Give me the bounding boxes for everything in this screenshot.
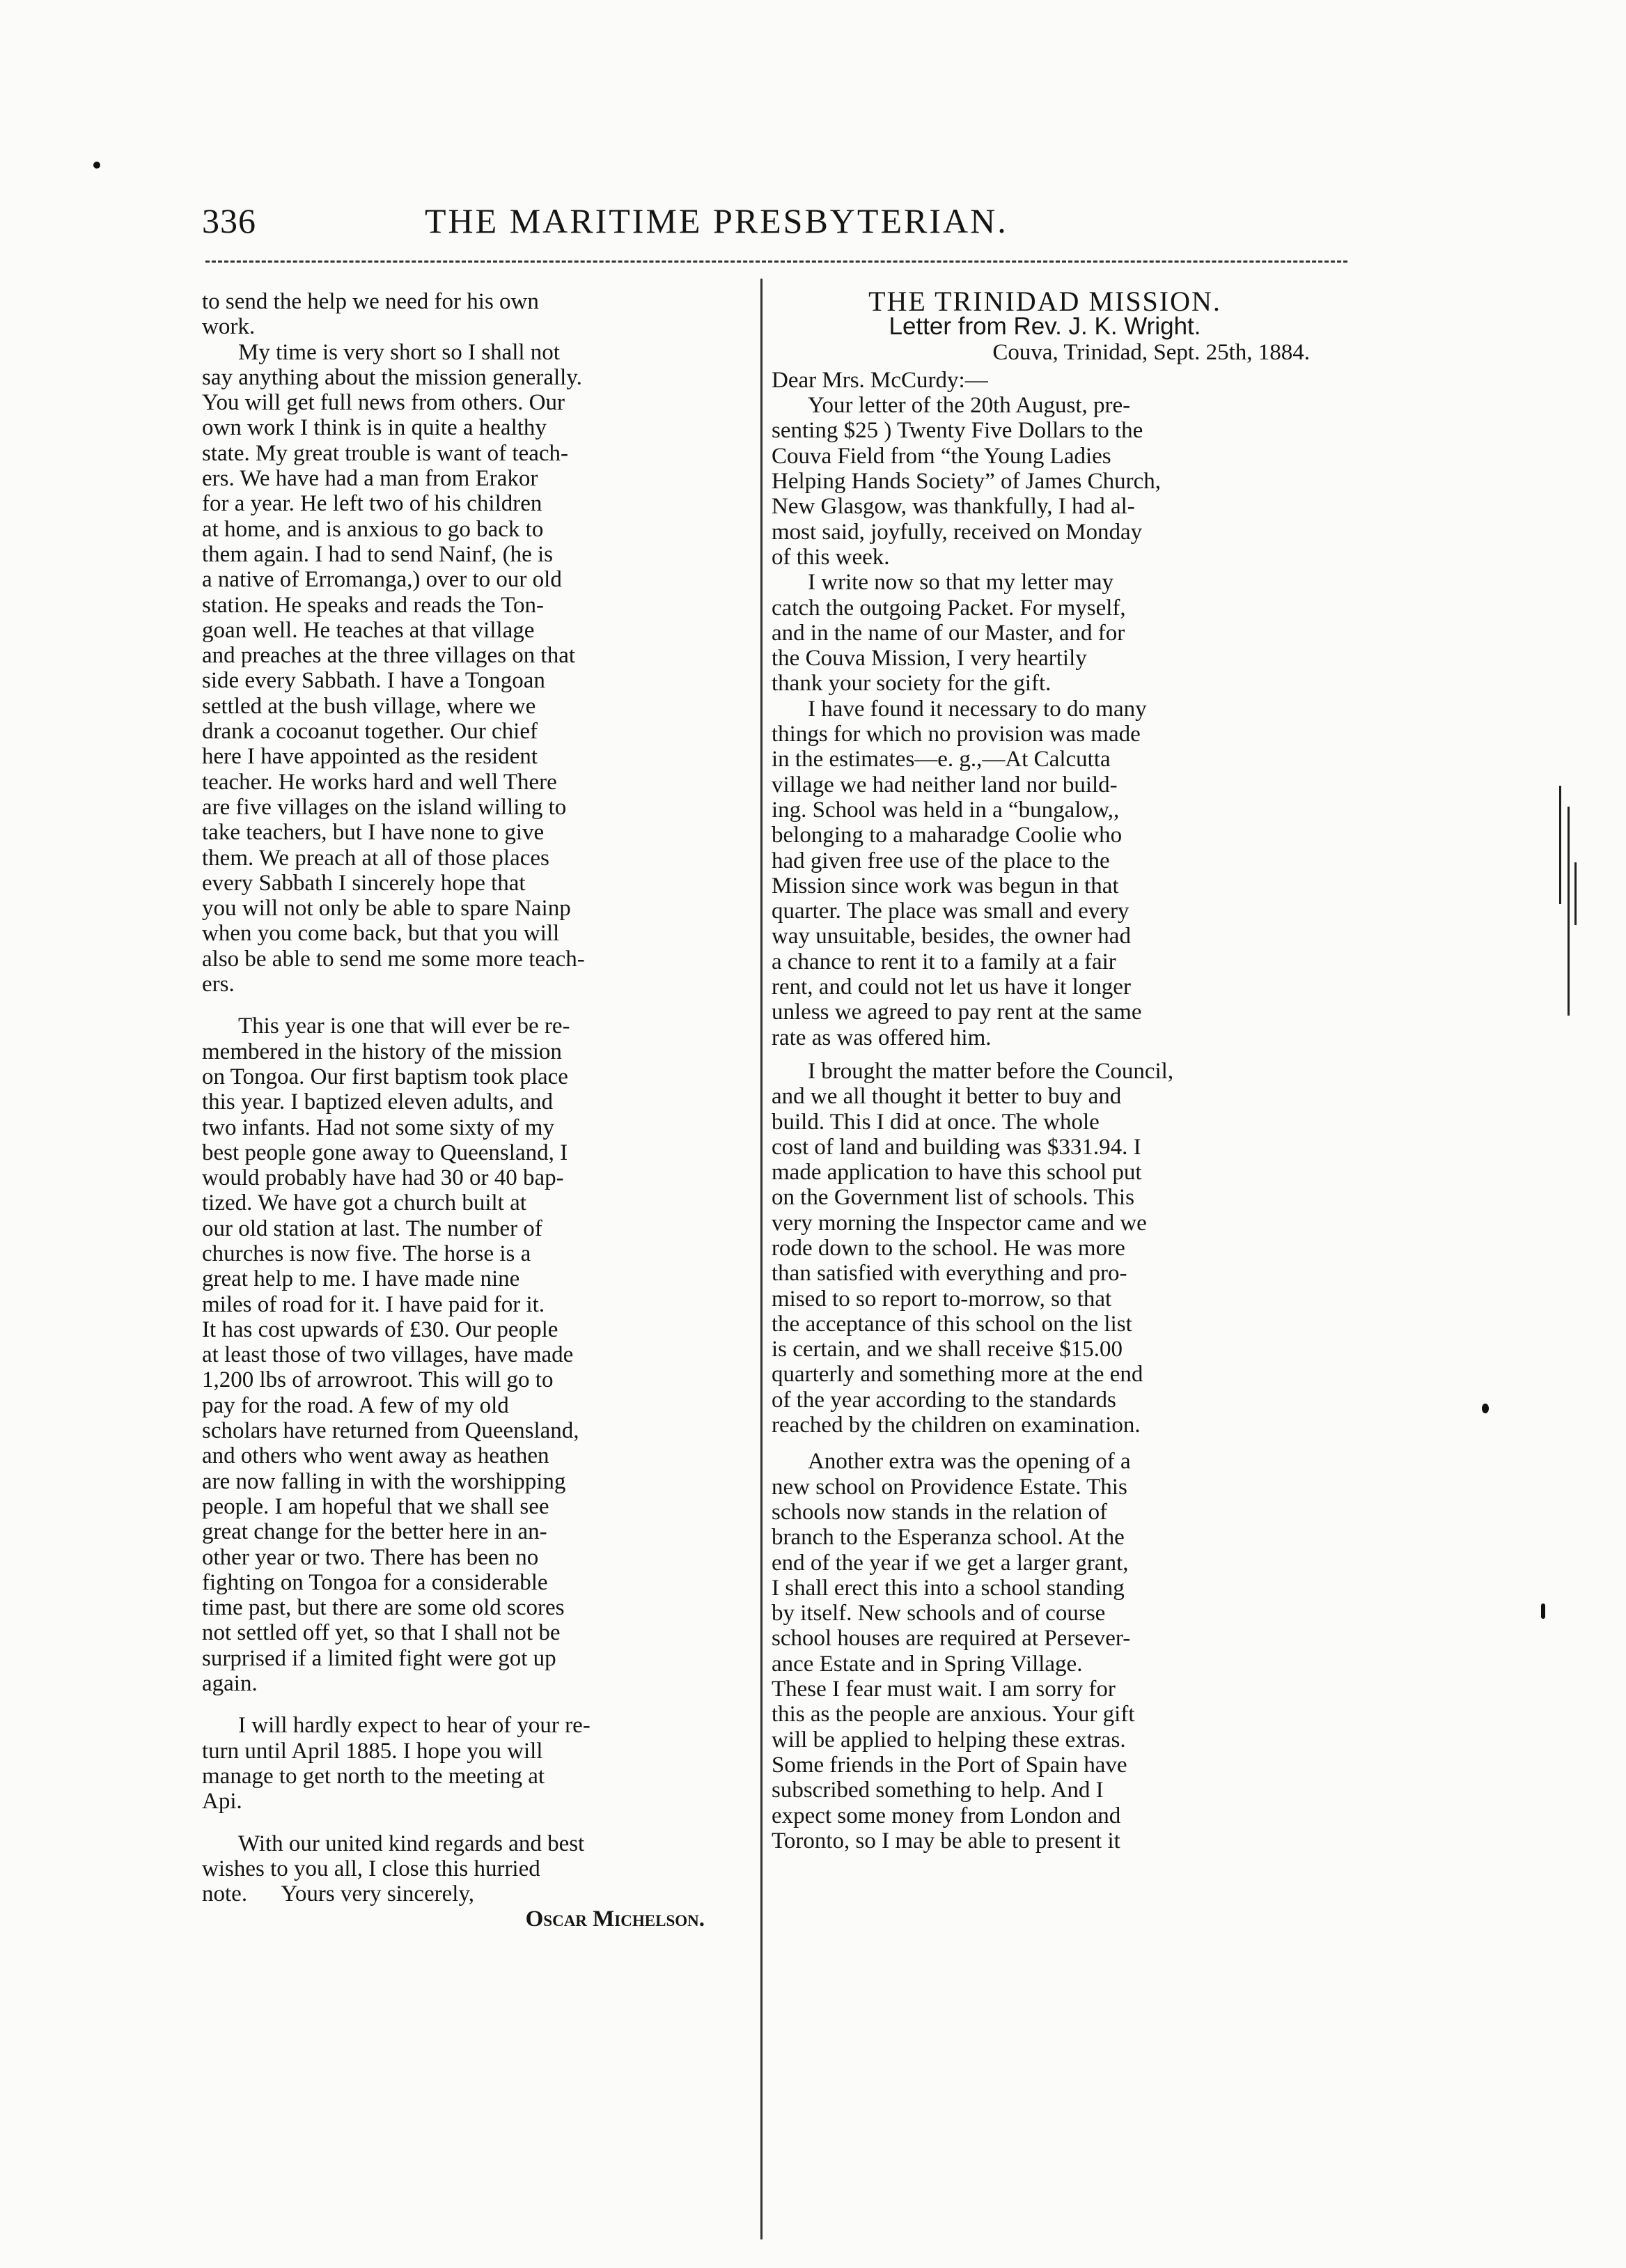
margin-speck xyxy=(1482,1404,1489,1413)
text-line: a chance to rent it to a family at a fair xyxy=(772,949,1116,974)
page-header xyxy=(202,196,1351,252)
text-line: also be able to send me some more teach- xyxy=(202,946,585,972)
margin-binding-marks xyxy=(1556,786,1584,1016)
paragraph xyxy=(202,1831,745,1907)
text-line: great change for the better here in an- xyxy=(202,1519,547,1545)
text-line: ers. xyxy=(202,972,235,997)
text-line: mised to so report to-morrow, so that xyxy=(772,1286,1112,1312)
text-line: this year. I baptized eleven adults, and xyxy=(202,1089,553,1115)
salutation: Dear Mrs. McCurdy:— xyxy=(772,367,988,393)
text-line: branch to the Esperanza school. At the xyxy=(772,1525,1125,1551)
text-line: them again. I had to send Nainf, (he is xyxy=(202,541,554,567)
place-date: Couva, Trinidad, Sept. 25th, 1884. xyxy=(992,339,1310,365)
text-line: ers. We have had a man from Erakor xyxy=(202,466,538,492)
text-line: way unsuitable, besides, the owner had xyxy=(772,924,1131,949)
text-line: scholars have returned from Queensland, xyxy=(202,1418,579,1444)
text-line: on Tongoa. Our first baptism took place xyxy=(202,1064,568,1089)
paragraph xyxy=(202,1713,745,1814)
text-line: would probably have had 30 or 40 bap- xyxy=(202,1165,564,1191)
text-line: Api. xyxy=(202,1789,242,1815)
text-line: It has cost upwards of £30. Our people xyxy=(202,1316,558,1342)
text-line: and preaches at the three villages on that xyxy=(202,643,576,669)
text-line: expect some money from London and xyxy=(772,1803,1121,1828)
paragraph xyxy=(202,1013,745,1696)
text-line: quarter. The place was small and every xyxy=(772,899,1129,924)
text-line: I will hardly expect to hear of your re- xyxy=(238,1713,591,1739)
letter-title: Letter from Rev. J. K. Wright. xyxy=(889,313,1201,341)
text-line: pay for the road. A few of my old xyxy=(202,1392,509,1418)
text-line: note. Yours very sincerely, xyxy=(202,1881,475,1907)
text-line: I have found it necessary to do many xyxy=(808,696,1147,722)
text-line: cost of land and building was $331.94. I xyxy=(772,1134,1141,1160)
text-line: to send the help we need for his own xyxy=(202,289,539,314)
text-line: by itself. New schools and of course xyxy=(772,1601,1106,1626)
section-title: THE TRINIDAD MISSION. xyxy=(868,286,1221,317)
journal-title: THE MARITIME PRESBYTERIAN. xyxy=(425,201,1008,240)
text-line: at home, and is anxious to go back to xyxy=(202,516,544,542)
text-line: I write now so that my letter may xyxy=(808,570,1113,596)
text-line: I brought the matter before the Council, xyxy=(808,1058,1174,1084)
text-line: our old station at last. The number of xyxy=(202,1215,542,1241)
text-line: I shall erect this into a school standing xyxy=(772,1575,1125,1601)
text-line: own work I think is in quite a healthy xyxy=(202,415,547,441)
text-line: rate as was offered him. xyxy=(772,1025,992,1050)
text-line: new school on Providence Estate. This xyxy=(772,1474,1127,1500)
text-line: for a year. He left two of his children xyxy=(202,491,542,517)
text-line: teacher. He works hard and well There xyxy=(202,769,557,795)
text-line: surprised if a limited fight were got up xyxy=(202,1645,556,1671)
header-rule xyxy=(205,261,1347,263)
margin-speck xyxy=(1541,1603,1545,1619)
text-line: and others who went away as heathen xyxy=(202,1443,549,1469)
text-line: manage to get north to the meeting at xyxy=(202,1763,545,1789)
text-line: Mission since work was begun in that xyxy=(772,873,1119,899)
text-line: and we all thought it better to buy and xyxy=(772,1084,1122,1110)
text-line: you will not only be able to spare Nainp xyxy=(202,896,571,922)
text-line: These I fear must wait. I am sorry for xyxy=(772,1677,1116,1702)
text-line: are five villages on the island willing to xyxy=(202,794,567,820)
text-line: turn until April 1885. I hope you will xyxy=(202,1738,543,1764)
text-line: a native of Erromanga,) over to our old xyxy=(202,567,562,593)
text-line: say anything about the mission generally. xyxy=(202,364,582,390)
text-line: of this week. xyxy=(772,544,890,570)
signature: Oscar Michelson. xyxy=(525,1906,705,1932)
text-line: Helping Hands Society” of James Church, xyxy=(772,469,1162,495)
paragraph xyxy=(772,1059,1318,1438)
text-line: in the estimates—e. g.,—At Calcutta xyxy=(772,747,1111,772)
text-line: very morning the Inspector came and we xyxy=(772,1210,1147,1236)
text-line: on the Government list of schools. This xyxy=(772,1185,1134,1211)
text-line: when you come back, but that you will xyxy=(202,921,560,947)
text-line: made application to have this school put xyxy=(772,1160,1142,1186)
text-line: people. I am hopeful that we shall see xyxy=(202,1493,549,1519)
text-line: of the year according to the standards xyxy=(772,1387,1116,1413)
text-line: ance Estate and in Spring Village. xyxy=(772,1651,1083,1677)
text-line: miles of road for it. I have paid for it. xyxy=(202,1291,545,1317)
text-line: not settled off yet, so that I shall not be xyxy=(202,1620,561,1646)
text-line: every Sabbath I sincerely hope that xyxy=(202,870,526,896)
text-line: This year is one that will ever be re- xyxy=(238,1013,570,1039)
text-line: fighting on Tongoa for a considerable xyxy=(202,1569,548,1595)
text-line: goan well. He teaches at that village xyxy=(202,617,535,643)
paragraph xyxy=(202,340,745,997)
text-line: most said, joyfully, received on Monday xyxy=(772,519,1143,545)
right-column xyxy=(772,286,1318,1854)
text-line: time past, but there are some old scores xyxy=(202,1595,565,1621)
text-line: Another extra was the opening of a xyxy=(808,1449,1131,1475)
text-line: reached by the children on examination. xyxy=(772,1413,1141,1438)
text-line: best people gone away to Queensland, I xyxy=(202,1140,568,1165)
paragraph xyxy=(772,697,1318,1050)
text-line: churches is now five. The horse is a xyxy=(202,1241,531,1266)
text-line: is certain, and we shall receive $15.00 xyxy=(772,1337,1123,1362)
text-line: tized. We have got a church built at xyxy=(202,1190,526,1216)
text-line: and in the name of our Master, and for xyxy=(772,620,1125,646)
text-line: take teachers, but I have none to give xyxy=(202,820,545,846)
text-line: belonging to a maharadge Coolie who xyxy=(772,823,1123,848)
text-line: Your letter of the 20th August, pre- xyxy=(808,393,1131,419)
page-number: 336 xyxy=(202,201,256,240)
text-line: the acceptance of this school on the list xyxy=(772,1311,1132,1337)
text-line: drank a cocoanut together. Our chief xyxy=(202,719,538,745)
text-line: than satisfied with everything and pro- xyxy=(772,1261,1127,1287)
text-line: senting $25 ) Twenty Five Dollars to the xyxy=(772,418,1143,444)
text-line: had given free use of the place to the xyxy=(772,848,1110,873)
text-line: catch the outgoing Packet. For myself, xyxy=(772,595,1126,621)
text-line: You will get full news from others. Our xyxy=(202,390,565,416)
text-line: end of the year if we get a larger grant, xyxy=(772,1550,1129,1576)
text-line: thank your society for the gift. xyxy=(772,671,1052,697)
text-line: great help to me. I have made nine xyxy=(202,1266,520,1292)
text-line: this as the people are anxious. Your gift xyxy=(772,1702,1135,1727)
text-line: build. This I did at once. The whole xyxy=(772,1109,1100,1135)
text-line: Some friends in the Port of Spain have xyxy=(772,1752,1127,1778)
text-line: settled at the bush village, where we xyxy=(202,693,536,719)
text-line: schools now stands in the relation of xyxy=(772,1499,1108,1525)
text-line: 1,200 lbs of arrowroot. This will go to xyxy=(202,1367,554,1393)
text-line: rode down to the school. He was more xyxy=(772,1235,1125,1261)
text-line: village we had neither land nor build- xyxy=(772,772,1118,798)
text-line: work. xyxy=(202,314,256,340)
text-line: at least those of two villages, have made xyxy=(202,1342,574,1368)
text-line: side every Sabbath. I have a Tongoan xyxy=(202,668,545,694)
paragraph xyxy=(202,289,745,340)
paragraph xyxy=(772,570,1318,696)
text-line: state. My great trouble is want of teach- xyxy=(202,440,568,466)
text-line: station. He speaks and reads the Ton- xyxy=(202,592,545,618)
margin-speck xyxy=(93,162,100,169)
text-line: other year or two. There has been no xyxy=(202,1544,539,1570)
paragraph xyxy=(772,393,1318,570)
text-line: New Glasgow, was thankfully, I had al- xyxy=(772,494,1135,520)
text-line: My time is very short so I shall not xyxy=(238,339,560,365)
text-line: subscribed something to help. And I xyxy=(772,1778,1104,1803)
text-line: unless we agreed to pay rent at the same xyxy=(772,1000,1142,1025)
text-line: membered in the history of the mission xyxy=(202,1039,562,1064)
text-line: them. We preach at all of those places xyxy=(202,845,549,871)
text-line: school houses are required at Persever- xyxy=(772,1626,1131,1652)
text-line: With our united kind regards and best xyxy=(238,1831,585,1856)
text-line: are now falling in with the worshipping xyxy=(202,1468,566,1494)
text-line: things for which no provision was made xyxy=(772,722,1141,747)
text-line: two infants. Had not some sixty of my xyxy=(202,1114,554,1140)
left-column xyxy=(202,289,745,1932)
text-line: the Couva Mission, I very heartily xyxy=(772,646,1087,671)
text-line: Toronto, so I may be able to present it xyxy=(772,1828,1120,1854)
text-line: again. xyxy=(202,1671,258,1697)
text-line: here I have appointed as the resident xyxy=(202,744,538,770)
paragraph xyxy=(772,1449,1318,1854)
text-line: ing. School was held in a “bungalow,, xyxy=(772,797,1120,823)
text-line: Couva Field from “the Young Ladies xyxy=(772,443,1111,469)
column-divider xyxy=(760,279,763,2239)
text-line: wishes to you all, I close this hurried xyxy=(202,1856,540,1881)
text-line: quarterly and something more at the end xyxy=(772,1362,1143,1388)
text-line: will be applied to helping these extras. xyxy=(772,1727,1126,1753)
text-line: rent, and could not let us have it longer xyxy=(772,974,1131,1000)
